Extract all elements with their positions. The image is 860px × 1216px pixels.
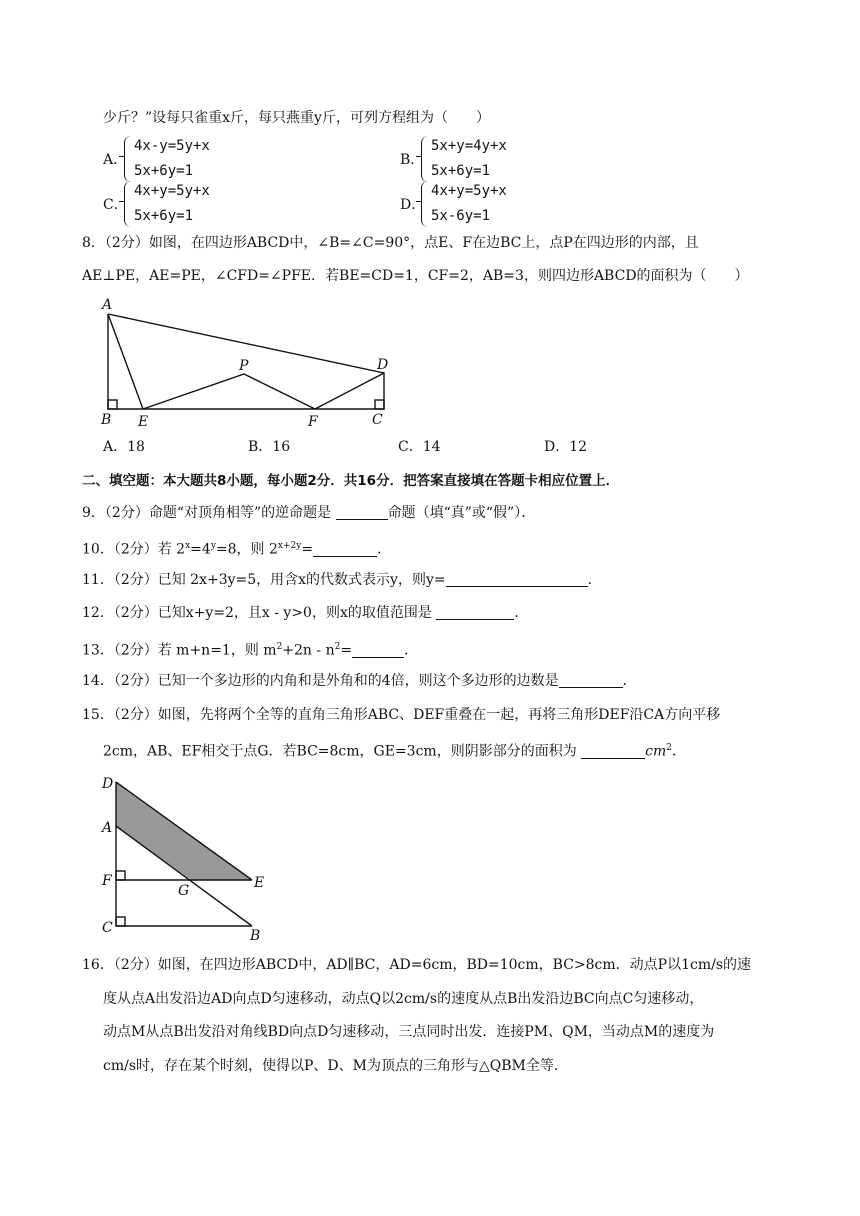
q15-line2 [103, 738, 686, 762]
q8-line2: AE⊥PE，AE=PE，∠CFD=∠PFE．若BE=CD=1，CF=2，AB=3，则四边形ABCD的面积为（ ） [82, 268, 749, 284]
q10-sup3: x+2y [277, 541, 302, 551]
q8-right-angle-b [108, 400, 117, 409]
q10-sup2: y [210, 541, 216, 551]
q12-pre: 12．（2分）已知x+y=2，且x - y>0，则x的取值范围是 [82, 605, 437, 621]
q8-option-d: D．12 [544, 439, 588, 455]
q7-option-d-eq1: 4x+y=5y+x [431, 183, 507, 199]
q16-line1: 16．（2分）如图，在四边形ABCD中，AD∥BC，AD=6cm，BD=10cm，BC>8cm．动点P以1cm/s的速 [82, 957, 751, 973]
q11 [82, 570, 602, 590]
q16-line2: 度从点A出发沿边AD向点D匀速移动，动点Q以2cm/s的速度从点B出发沿边BC向点C匀速移动， [103, 991, 704, 1007]
q7-option-c-eq2: 5x+6y=1 [134, 208, 194, 224]
q8-segment-ae [108, 314, 143, 409]
q9-post: 命题（填“真”或“假”）． [387, 505, 536, 521]
q8-label-e: E [138, 414, 149, 430]
q7-option-c-system [124, 179, 210, 229]
q8-line1: 8．（2分）如图，在四边形ABCD中，∠B=∠C=90°，点E、F在边BC上，点P在四边形的内部，且 [82, 235, 699, 251]
q14 [82, 671, 637, 691]
q14-end: ． [622, 673, 637, 689]
q15-right-angle-c [116, 917, 125, 926]
q13-post: = [340, 642, 353, 659]
q8-label-p: P [239, 358, 249, 374]
q10-end: ． [377, 541, 392, 558]
q10-mid: =4 [190, 541, 211, 558]
q15-label-f: F [102, 873, 112, 889]
q14-pre: 14．（2分）已知一个多边形的内角和是外角和的4倍，则这个多边形的边数是 [82, 673, 559, 689]
q8-label-d: D [377, 357, 389, 373]
q7-option-a-eq2: 5x+6y=1 [134, 163, 194, 179]
q10-post: = [301, 541, 314, 558]
q7-option-b-system [421, 134, 507, 184]
q13 [82, 637, 418, 661]
q15-answer-blank[interactable] [581, 742, 645, 759]
q8-right-angle-c [375, 400, 384, 409]
q8-segment-fd [315, 373, 384, 409]
q15-label-g: G [178, 883, 190, 899]
q11-pre: 11．（2分）已知 2x+3y=5，用含x的代数式表示y，则y= [82, 572, 446, 588]
q14-answer-blank[interactable] [559, 671, 623, 688]
q8-label-b: B [101, 412, 112, 428]
q8-label-a: A [102, 297, 113, 313]
q8-option-a: A．18 [103, 439, 145, 455]
q13-sup1: 2 [276, 642, 283, 652]
q16-line4: cm/s时，存在某个时刻，使得以P、D、M为顶点的三角形与△QBM全等． [103, 1058, 568, 1074]
q13-answer-blank[interactable] [352, 641, 404, 658]
q11-end: ． [587, 572, 602, 588]
q15-figure [96, 768, 276, 948]
q15-end: ． [672, 743, 687, 760]
q9-answer-blank[interactable] [336, 503, 388, 520]
q15-unit-sup: 2 [666, 743, 673, 753]
q8-label-f: F [308, 414, 318, 430]
q10 [82, 536, 391, 560]
q13-mid: +2n - n [282, 642, 335, 659]
section2-heading: 二、填空题：本大题共8小题，每小题2分．共16分．把答案直接填在答题卡相应位置上． [82, 473, 620, 489]
q12 [82, 603, 528, 623]
q15-label-e: E [254, 875, 265, 891]
q13-sup2: 2 [334, 642, 341, 652]
q9-pre: 9．（2分）命题“对顶角相等”的逆命题是 [82, 505, 336, 521]
q16-line3: 动点M从点B出发沿对角线BD向点D匀速移动，三点同时出发．连接PM、QM，当动点M的速度为 [103, 1024, 715, 1040]
q7-option-c-label: C． [103, 197, 128, 213]
q7-option-d-eq2: 5x-6y=1 [431, 208, 491, 224]
q7-option-d-system [421, 179, 507, 229]
q15-label-d: D [102, 776, 114, 792]
q8-option-c: C．14 [398, 439, 441, 455]
q10-pre: 10．（2分）若 2 [82, 541, 186, 558]
q8-segment-epf [143, 374, 315, 409]
q15-unit: cm [645, 743, 667, 760]
q11-answer-blank[interactable] [446, 570, 588, 587]
q7-option-b-label: B． [400, 152, 425, 168]
q10-mid2: =8，则 2 [215, 541, 278, 558]
q7-option-a-label: A． [103, 152, 128, 168]
q9 [82, 503, 535, 523]
q7-option-c-eq1: 4x+y=5y+x [134, 183, 210, 199]
q8-option-b: B．16 [248, 439, 291, 455]
q10-sup1: x [185, 541, 191, 551]
q15-right-angle-f [116, 871, 125, 880]
q7-stem-tail: 少斤？”设每只雀重x斤，每只燕重y斤，可列方程组为（ ） [103, 110, 490, 126]
q15-line1: 15．（2分）如图，先将两个全等的直角三角形ABC、DEF重叠在一起，再将三角形DEF沿CA方向平移 [82, 707, 721, 723]
q12-answer-blank[interactable] [436, 603, 514, 620]
q13-end: ． [404, 642, 419, 659]
q7-option-b-eq2: 5x+6y=1 [431, 163, 491, 179]
q8-label-c: C [372, 412, 383, 428]
q10-answer-blank[interactable] [313, 540, 377, 557]
q15-label-b: B [250, 928, 261, 944]
q7-option-a-eq1: 4x-y=5y+x [134, 138, 210, 154]
q15-label-a: A [102, 820, 113, 836]
q15-line2-pre: 2cm，AB、EF相交于点G．若BC=8cm，GE=3cm，则阴影部分的面积为 [103, 743, 582, 760]
q7-option-b-eq1: 5x+y=4y+x [431, 138, 507, 154]
q7-option-a-system [124, 134, 210, 184]
q13-pre: 13．（2分）若 m+n=1，则 m [82, 642, 277, 659]
q15-label-c: C [102, 920, 113, 936]
q12-end: ． [514, 605, 529, 621]
q7-option-d-label: D． [400, 197, 426, 213]
q8-figure [96, 293, 396, 433]
